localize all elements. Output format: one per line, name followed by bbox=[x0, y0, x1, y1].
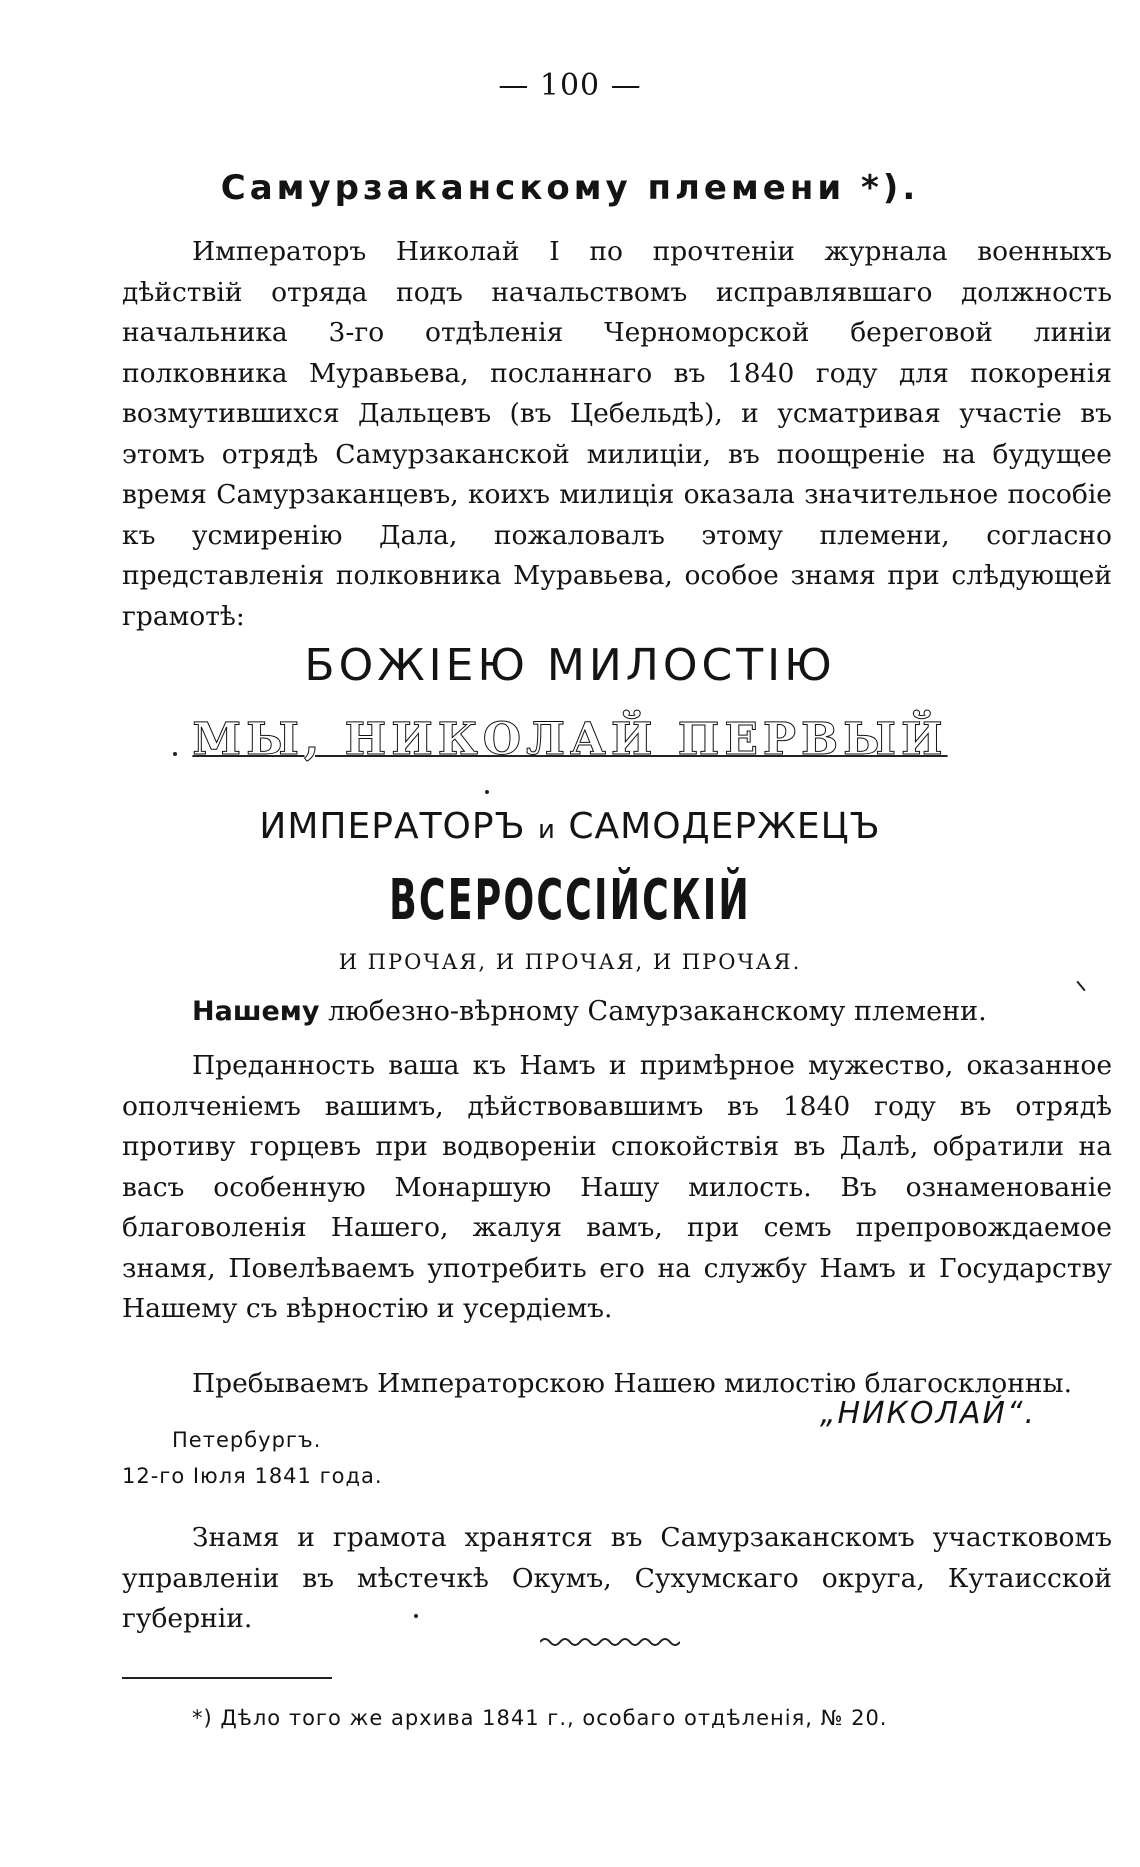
charter-emperor-word: ИМПЕРАТОРЪ bbox=[259, 806, 526, 847]
charter-address-bold: Нашему bbox=[192, 996, 320, 1027]
charter-line-etc: И ПРОЧАЯ, И ПРОЧАЯ, И ПРОЧАЯ. bbox=[338, 950, 802, 974]
charter-address-rest: любезно-вѣрному Самурзаканскому племени. bbox=[319, 996, 987, 1027]
charter-line-all-russia: ВСЕРОССІЙСКІЙ bbox=[389, 868, 751, 933]
ink-dot bbox=[485, 790, 489, 794]
ink-mark bbox=[1076, 981, 1085, 991]
charter-date: 12-го Іюля 1841 года. bbox=[122, 1464, 383, 1488]
charter-line-we-nicholas bbox=[0, 714, 1140, 765]
footnote-rule bbox=[122, 1677, 332, 1679]
charter-body: Преданность ваша къ Намъ и примѣрное мужество, оказанное ополченіемъ вашимъ, дѣйствовавшимъ въ 1840 году въ отрядѣ противу горцевъ при водвореніи спокойствія въ Далѣ, обратили на васъ особенную Монаршую Нашу милость. Въ ознаменованіе благоволенія Нашего, жалуя вамъ, при семъ препровождаемое знамя, Повелѣваемъ употребить его на службу Намъ и Государству Нашему съ вѣрностію и усердіемъ. bbox=[122, 1050, 1112, 1324]
charter-line-by-grace: БОЖІЕЮ МИЛОСТІЮ bbox=[304, 640, 836, 691]
charter-line-we-nicholas-text: МЫ, НИКОЛАЙ ПЕРВЫЙ bbox=[192, 714, 948, 765]
charter-autocrat-word: САМОДЕРЖЕЦЪ bbox=[568, 806, 881, 847]
ink-dot bbox=[414, 1614, 418, 1618]
charter-signature: „НИКОЛАЙ“. bbox=[820, 1396, 1037, 1431]
charter-closing: Пребываемъ Императорскою Нашею милостію благосклонны. bbox=[192, 1368, 1073, 1399]
charter-place: Петербургъ. bbox=[172, 1428, 322, 1452]
charter-address bbox=[192, 996, 987, 1027]
footnote: *) Дѣло того же архива 1841 г., особаго отдѣленія, № 20. bbox=[192, 1706, 888, 1730]
intro-paragraph: Императоръ Николай I по прочтеніи журнала военныхъ дѣйствій отряда подъ начальствомъ исправлявшаго должность начальника 3-го отдѣленія Черноморской береговой линіи полковника Муравьева, посланнаго въ 1840 году для покоренія возмутившихся Дальцевъ (въ Цебельдѣ), и усматривая участіе въ этомъ отрядѣ Самурзаканской милиціи, въ поощреніе на будущее время Самурзаканцевъ, коихъ милиція оказала значительное пособіе къ усмиренію Дала, пожаловалъ этому племени, согласно представленія полковника Муравьева, особое знамя при слѣдующей грамотѣ: bbox=[122, 236, 1112, 632]
wavy-separator-icon bbox=[540, 1636, 680, 1648]
charter-and-word: и bbox=[538, 815, 556, 845]
page-number: — 100 — bbox=[498, 68, 642, 103]
section-heading: Самурзаканскому племени *). bbox=[220, 168, 920, 208]
final-paragraph: Знамя и грамота хранятся въ Самурзаканскомъ участковомъ управленіи въ мѣстечкѣ Окумъ, Сухумскаго округа, Кутаисской губерніи. bbox=[122, 1522, 1112, 1634]
charter-line-emperor bbox=[0, 806, 1140, 847]
